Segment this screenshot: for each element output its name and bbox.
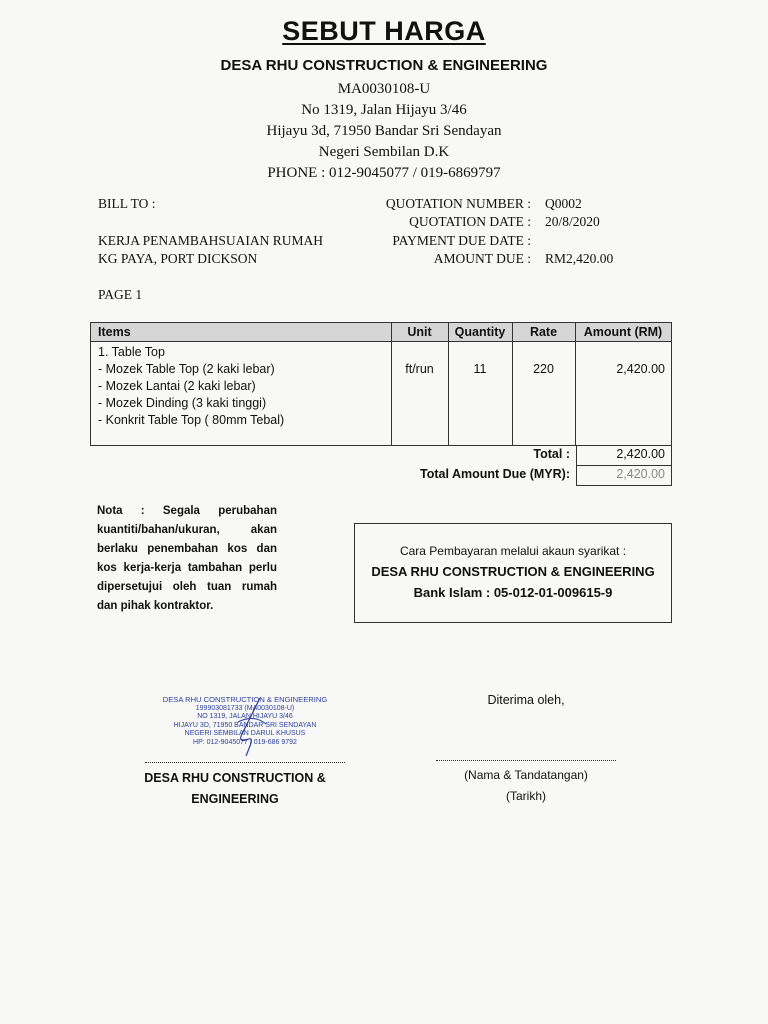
note-text: Nota : Segala perubahan kuantiti/bahan/ukuran, akan berlaku penembahan kos dan kos kerja-kerja tambahan perlu dipersetujui oleh tuan rumah dan pihak kontraktor.	[97, 505, 277, 612]
company-reg-no: MA0030108-U	[337, 81, 431, 97]
item-line: - Konkrit Table Top ( 80mm Tebal)	[98, 413, 285, 427]
company-phone: PHONE : 012-9045077 / 019-6869797	[267, 165, 501, 181]
received-by-label: Diterima oleh,	[487, 693, 565, 707]
item-line: 1. Table Top	[98, 345, 165, 359]
total-value: 2,420.00	[616, 447, 665, 461]
header-items: Items	[91, 323, 391, 342]
signatory-line-2: ENGINEERING	[191, 792, 279, 806]
stamp-line: 199903081733 (MA0030108-U)	[195, 704, 295, 712]
column-divider	[391, 323, 392, 445]
payment-due-date-label: PAYMENT DUE DATE :	[392, 233, 531, 248]
item-rate: 220	[533, 362, 554, 376]
column-divider	[448, 323, 449, 445]
payment-company: DESA RHU CONSTRUCTION & ENGINEERING	[371, 564, 655, 579]
item-quantity: 11	[473, 362, 487, 376]
address-line-3: Negeri Sembilan D.K	[318, 144, 450, 160]
signatory-line-1: DESA RHU CONSTRUCTION &	[144, 771, 326, 785]
header-unit: Unit	[391, 323, 448, 342]
signature-line-left	[145, 762, 345, 763]
totals-divider	[577, 465, 671, 466]
total-amount-due-label: Total Amount Due (MYR):	[420, 467, 570, 481]
stamp-line: HIJAYU 3D, 71950 BANDAR SRI SENDAYAN	[173, 721, 317, 729]
quotation-number: Q0002	[545, 196, 582, 211]
document-title: SEBUT HARGA	[282, 16, 486, 46]
signatory-company	[120, 768, 350, 810]
name-signature-label: (Nama & Tandatangan)	[464, 768, 588, 782]
item-line: - Mozek Table Top (2 kaki lebar)	[98, 362, 275, 376]
quotation-number-label: QUOTATION NUMBER :	[385, 196, 531, 211]
quotation-date-label: QUOTATION DATE :	[409, 214, 531, 229]
total-label: Total :	[533, 447, 570, 461]
column-divider	[512, 323, 513, 445]
stamp-line: NEGERI SEMBILAN DARUL KHUSUS	[184, 730, 306, 738]
customer-line-2: KG PAYA, PORT DICKSON	[98, 251, 258, 266]
bill-to-label: BILL TO :	[98, 196, 156, 211]
stamp-line: NO 1319, JALAN HIJAYU 3/46	[197, 713, 293, 721]
stamp-line: HP: 012-9045077 / 019-686 9792	[193, 738, 297, 746]
customer-line-1: KERJA PENAMBAHSUAIAN RUMAH	[98, 233, 324, 248]
totals-box	[576, 446, 672, 486]
payment-info-box	[354, 523, 672, 623]
payment-intro: Cara Pembayaran melalui akaun syarikat :	[399, 544, 627, 558]
address-line-2: Hijayu 3d, 71950 Bandar Sri Sendayan	[266, 123, 502, 139]
quotation-date: 20/8/2020	[545, 214, 600, 229]
item-line: - Mozek Dinding (3 kaki tinggi)	[98, 396, 267, 410]
item-unit: ft/run	[405, 362, 434, 376]
date-label: (Tarikh)	[505, 789, 546, 803]
bank-account: Bank Islam : 05-012-01-009615-9	[413, 585, 613, 600]
header-rate: Rate	[512, 323, 575, 342]
amount-due: RM2,420.00	[545, 251, 614, 266]
stamp-line: DESA RHU CONSTRUCTION & ENGINEERING	[162, 695, 328, 704]
company-name: DESA RHU CONSTRUCTION & ENGINEERING	[220, 57, 548, 74]
amount-due-label: AMOUNT DUE :	[433, 251, 531, 266]
items-table	[90, 322, 672, 446]
total-amount-due-value: 2,420.00	[616, 467, 665, 481]
item-amount: 2,420.00	[616, 362, 665, 376]
signature-line-right	[436, 760, 616, 761]
company-stamp	[150, 696, 340, 748]
header-quantity: Quantity	[448, 323, 512, 342]
header-amount: Amount (RM)	[575, 323, 671, 342]
company-address	[0, 79, 768, 184]
table-row-description	[98, 344, 284, 429]
page-label: PAGE 1	[98, 287, 143, 302]
handwritten-signature	[220, 694, 280, 758]
item-line: - Mozek Lantai (2 kaki lebar)	[98, 379, 256, 393]
address-line-1: No 1319, Jalan Hijayu 3/46	[301, 102, 467, 118]
column-divider	[575, 323, 576, 445]
